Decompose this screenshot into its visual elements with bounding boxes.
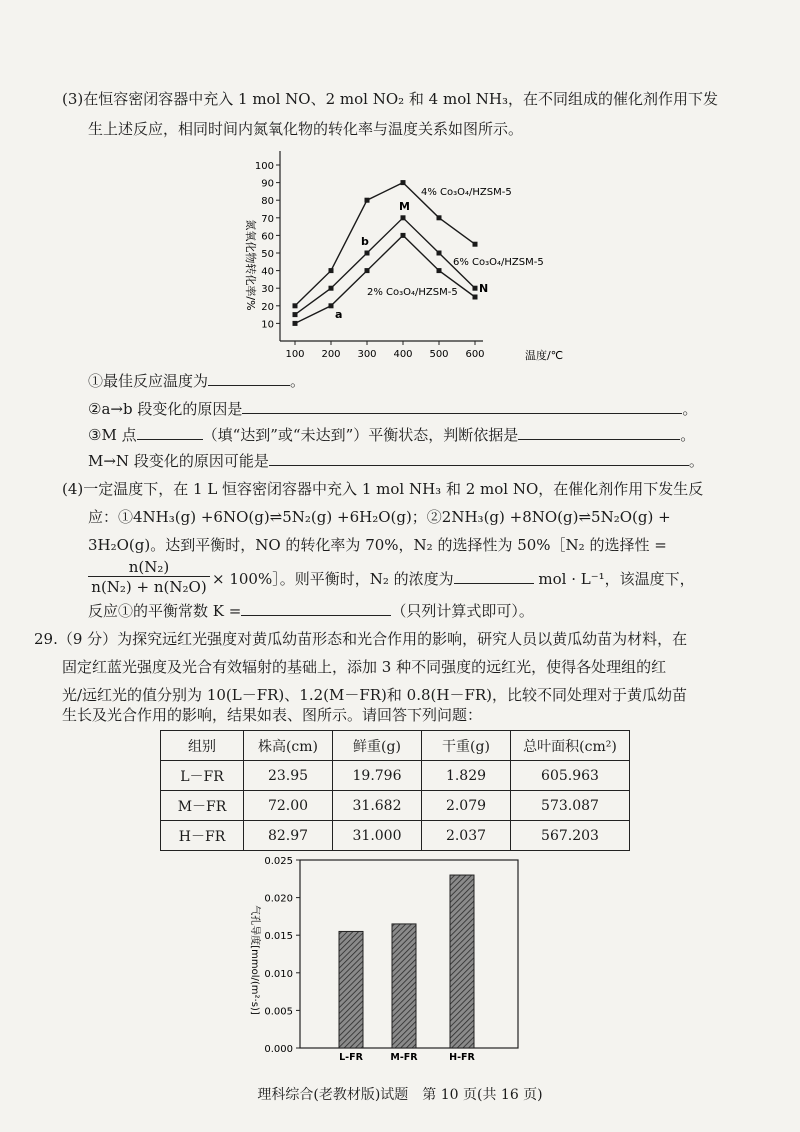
series-label: 2% Co₃O₄/HZSM-5 xyxy=(367,287,458,298)
series-label: 4% Co₃O₄/HZSM-5 xyxy=(421,187,512,198)
line-chart-xlabel: 温度/℃ xyxy=(525,349,564,362)
line-chart-ylabel: 氮氧化物转化率/% xyxy=(244,219,257,311)
data-point xyxy=(329,303,334,308)
data-point xyxy=(401,215,406,220)
fraction-denominator: n(N₂) + n(N₂O) xyxy=(91,578,207,596)
x-tick-label: 100 xyxy=(285,349,305,360)
table-header: 干重(g) xyxy=(422,731,511,761)
point-annotation: M xyxy=(399,199,410,213)
table-cell: 605.963 xyxy=(511,761,630,791)
x-tick-label: 200 xyxy=(321,349,341,360)
q29-line2: 固定红蓝光强度及光合有效辐射的基础上，添加 3 种不同强度的远红光，使得各处理组的红 xyxy=(62,658,667,676)
stomatal-bar-chart xyxy=(238,848,538,1070)
q28-4-line4-text: × 100%］。则平衡时，N₂ 的浓度为 xyxy=(212,570,454,588)
y-tick-label: 60 xyxy=(261,231,274,243)
y-tick-label: 50 xyxy=(261,249,274,260)
table-cell: 19.796 xyxy=(333,761,422,791)
table-header: 总叶面积(cm²) xyxy=(511,731,630,761)
table-header: 鲜重(g) xyxy=(333,731,422,761)
x-category-label: L-FR xyxy=(339,1052,363,1063)
table-cell: M－FR xyxy=(161,791,244,821)
q28-4-line5 xyxy=(88,600,534,621)
data-point xyxy=(437,268,442,273)
data-point xyxy=(329,286,334,291)
data-point xyxy=(293,312,298,317)
q28-4-line3: 3H₂O(g)。达到平衡时，NO 的转化率为 70%，N₂ 的选择性为 50%［N₂ 的选择性 = xyxy=(88,536,667,554)
y-tick-label: 20 xyxy=(261,301,274,313)
q28-3-sub2-text: ②a→b 段变化的原因是 xyxy=(88,400,243,418)
table-cell: 567.203 xyxy=(511,821,630,851)
data-point xyxy=(473,242,478,247)
growth-data-table xyxy=(160,730,630,851)
bar-chart-ylabel: 气孔导度[mmol/(m²·s)] xyxy=(249,905,260,1015)
q28-4-line5-a: 反应①的平衡常数 K = xyxy=(88,602,242,620)
bar xyxy=(450,875,474,1048)
x-tick-label: 600 xyxy=(465,349,485,360)
x-tick-label: 400 xyxy=(393,349,413,360)
y-tick-label: 0.025 xyxy=(264,856,293,867)
y-tick-label: 70 xyxy=(261,213,274,225)
q28-3-sub1-end: 。 xyxy=(290,372,306,390)
table-header: 株高(cm) xyxy=(244,731,333,761)
y-tick-label: 0.000 xyxy=(264,1044,293,1055)
y-tick-label: 80 xyxy=(261,196,274,208)
table-cell: L－FR xyxy=(161,761,244,791)
data-point xyxy=(293,303,298,308)
table-cell: 23.95 xyxy=(244,761,333,791)
data-point xyxy=(293,321,298,326)
q28-3-sub1-text: ①最佳反应温度为 xyxy=(88,372,209,390)
q28-3-sub4 xyxy=(88,450,704,471)
table-cell: 31.682 xyxy=(333,791,422,821)
data-point xyxy=(437,251,442,256)
q29-line4: 生长及光合作用的影响，结果如表、图所示。请回答下列问题： xyxy=(62,706,483,724)
y-tick-label: 0.005 xyxy=(264,1006,293,1018)
q28-3-sub3-a: ③M 点 xyxy=(88,426,137,444)
table-header-row xyxy=(161,731,630,761)
x-category-label: M-FR xyxy=(390,1052,418,1063)
data-point xyxy=(329,268,334,273)
q28-4-line2: 应：①4NH₃(g) +6NO(g)⇌5N₂(g) +6H₂O(g)；②2NH₃(g) +8NO(g)⇌5N₂O(g) + xyxy=(88,508,671,526)
table-cell: 82.97 xyxy=(244,821,333,851)
answer-blank-7[interactable] xyxy=(241,601,391,616)
x-tick-label: 300 xyxy=(357,349,377,360)
conversion-line-chart xyxy=(225,145,564,370)
table-cell: 72.00 xyxy=(244,791,333,821)
q28-3-sub3-b: （填“达到”或“未达到”）平衡状态，判断依据是 xyxy=(202,426,519,444)
y-tick-label: 40 xyxy=(261,266,274,278)
data-point xyxy=(401,180,406,185)
answer-blank-3[interactable] xyxy=(137,425,203,440)
answer-blank-6[interactable] xyxy=(454,569,534,584)
data-point xyxy=(473,286,478,291)
fraction-numerator: n(N₂) xyxy=(88,558,210,577)
table-cell: 2.037 xyxy=(422,821,511,851)
x-tick-label: 500 xyxy=(429,349,449,360)
data-point xyxy=(365,268,370,273)
q28-3-sub4-end: 。 xyxy=(688,452,704,470)
point-annotation: a xyxy=(335,307,343,321)
table-cell: 1.829 xyxy=(422,761,511,791)
table-cell: 573.087 xyxy=(511,791,630,821)
y-tick-label: 0.015 xyxy=(264,931,293,943)
table-cell: 2.079 xyxy=(422,791,511,821)
y-tick-label: 0.020 xyxy=(264,893,293,905)
table-header: 组别 xyxy=(161,731,244,761)
table-cell: H－FR xyxy=(161,821,244,851)
q28-4-line4 xyxy=(212,568,695,589)
y-tick-label: 30 xyxy=(261,284,274,296)
q29-line1: 29.（9 分）为探究远红光强度对黄瓜幼苗形态和光合作用的影响，研究人员以黄瓜幼苗为材料，在 xyxy=(34,630,688,648)
table-cell: 31.000 xyxy=(333,821,422,851)
q28-3-sub3 xyxy=(88,424,695,445)
q28-3-sub2 xyxy=(88,398,697,419)
q28-4-line5-b: （只列计算式即可）。 xyxy=(391,602,534,620)
q29-line3: 光/远红光的值分别为 10(L－FR)、1.2(M－FR)和 0.8(H－FR)，比较不同处理对于黄瓜幼苗 xyxy=(62,686,688,704)
q28-4-unit: mol · L⁻¹，该温度下， xyxy=(538,570,695,588)
answer-blank-4[interactable] xyxy=(518,425,680,440)
data-point xyxy=(473,295,478,300)
table-row xyxy=(161,791,630,821)
answer-blank-1[interactable] xyxy=(208,371,290,386)
q28-3-sub3-end: 。 xyxy=(680,426,696,444)
q28-3-line2: 生上述反应，相同时间内氮氧化物的转化率与温度关系如图所示。 xyxy=(88,120,524,138)
y-tick-label: 100 xyxy=(254,161,274,172)
y-tick-label: 90 xyxy=(261,178,274,190)
page-footer: 理科综合(老教材版)试题 第 10 页(共 16 页) xyxy=(257,1087,543,1103)
y-tick-label: 0.010 xyxy=(264,968,293,980)
answer-blank-5[interactable] xyxy=(269,451,689,466)
q28-3-sub2-end: 。 xyxy=(682,400,698,418)
table-row xyxy=(161,821,630,851)
q28-3-line1: (3)在恒容密闭容器中充入 1 mol NO、2 mol NO₂ 和 4 mol NH₃，在不同组成的催化剂作用下发 xyxy=(62,90,719,108)
series-label: 6% Co₃O₄/HZSM-5 xyxy=(453,257,544,268)
q28-3-sub4-text: M→N 段变化的原因可能是 xyxy=(88,452,269,470)
data-point xyxy=(365,198,370,203)
table-row xyxy=(161,761,630,791)
point-annotation: b xyxy=(361,235,369,248)
data-point xyxy=(365,251,370,256)
y-tick-label: 10 xyxy=(261,319,274,331)
q28-3-sub1 xyxy=(88,370,305,391)
x-category-label: H-FR xyxy=(449,1052,475,1063)
answer-blank-2[interactable] xyxy=(242,399,682,414)
point-annotation: N xyxy=(479,282,489,296)
series-line xyxy=(295,218,475,315)
data-point xyxy=(437,215,442,220)
bar xyxy=(339,931,363,1048)
bar xyxy=(392,924,416,1048)
data-point xyxy=(401,233,406,238)
q28-4-line1: (4)一定温度下，在 1 L 恒容密闭容器中充入 1 mol NH₃ 和 2 mol NO，在催化剂作用下发生反 xyxy=(62,480,704,498)
